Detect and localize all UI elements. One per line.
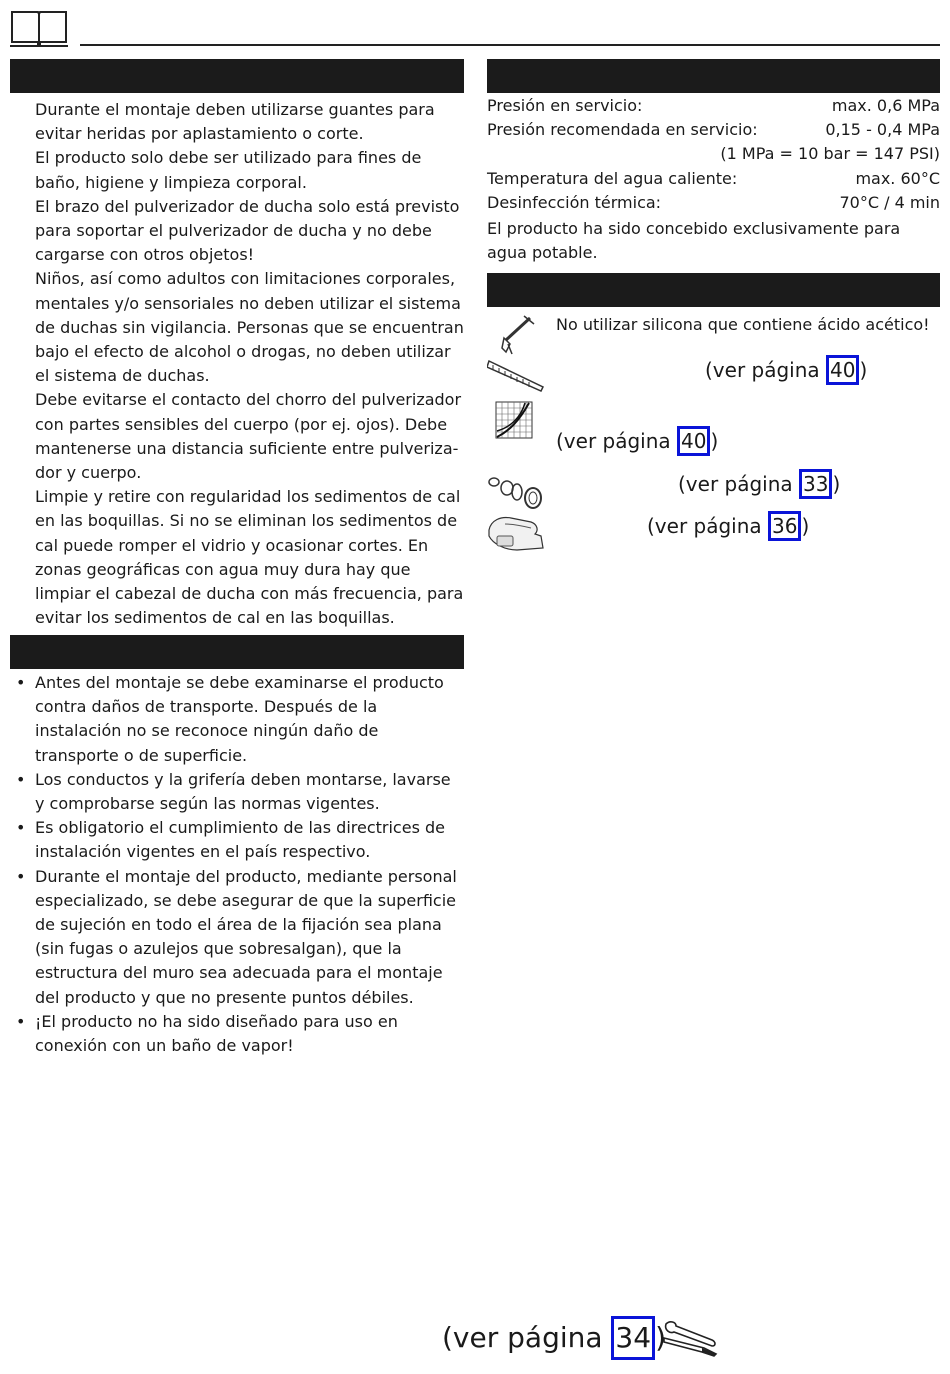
page-link[interactable]: 36 bbox=[768, 511, 801, 541]
spec-row bbox=[487, 142, 940, 166]
grid-chart-icon bbox=[495, 401, 533, 443]
list-item: • Es obligatorio el cumplimiento de las directrices de instalación vigentes en el país respectivo. bbox=[10, 816, 465, 864]
spec-row bbox=[487, 167, 940, 191]
page-link[interactable]: 34 bbox=[611, 1316, 655, 1360]
spec-label: Desinfección térmica: bbox=[487, 192, 662, 212]
safety-text bbox=[35, 98, 465, 630]
page-reference: (ver página 36 ) bbox=[647, 511, 809, 541]
page-link[interactable]: 40 bbox=[826, 355, 859, 385]
ruler-icon bbox=[487, 357, 545, 397]
spec-row bbox=[487, 118, 940, 142]
install-list bbox=[10, 671, 465, 1058]
spec-row bbox=[487, 191, 940, 215]
wrench-screwdriver-icon bbox=[662, 1318, 720, 1362]
specs-table bbox=[487, 94, 940, 265]
list-item: • Antes del montaje se debe examinarse el producto contra daños de transporte. Después de la instalación no se reconoce ningún daño de transporte o de superficie. bbox=[10, 671, 465, 768]
spec-value: 0,15 - 0,4 MPa bbox=[825, 120, 940, 140]
safety-paragraph: Niños, así como adultos con limitaciones corporales, mentales y/o sensoriales no deben utilizar el sistema de duchas sin vigilancia. Personas que se encuentran bajo el efecto de alcohol o drogas, no deben utilizar el sistema de duchas. bbox=[35, 269, 464, 386]
safety-paragraph: Limpie y retire con regularidad los sedimentos de cal en las boquillas. Si no se eliminan los sedimentos de cal puede romper el vidrio y ocasionar cortes. En zonas geográficas con agua muy dura hay que limpiar el cabezal de ducha con más frecuencia, para evitar los sedimentos de cal en las boquillas. bbox=[35, 487, 464, 628]
spec-row bbox=[487, 94, 940, 118]
parts-icon bbox=[487, 474, 545, 514]
page-reference: (ver página 40 ) bbox=[556, 426, 718, 456]
header-rule bbox=[80, 44, 940, 46]
list-item: • ¡El producto no ha sido diseñado para uso en conexión con un baño de vapor! bbox=[10, 1010, 465, 1058]
page-link[interactable]: 33 bbox=[799, 469, 832, 499]
safety-paragraph: Durante el montaje deben utilizarse guantes para evitar heridas por aplastamiento o corte. bbox=[35, 100, 435, 144]
assembly-heading-bar bbox=[487, 273, 940, 307]
spec-value: 70°C / 4 min bbox=[839, 192, 940, 212]
spec-label: Presión en servicio: bbox=[487, 96, 643, 115]
silicone-gun-icon bbox=[494, 314, 536, 360]
spec-value: max. 60°C bbox=[855, 168, 940, 188]
silicone-note: No utilizar silicona que contiene ácido acético! bbox=[556, 315, 930, 334]
list-item: • Los conductos y la grifería deben montarse, lavarse y comprobarse según las normas vigentes. bbox=[10, 768, 465, 816]
page-reference: (ver página 33 ) bbox=[678, 469, 840, 499]
safety-paragraph: El producto solo debe ser utilizado para fines de baño, higiene y limpieza corporal. bbox=[35, 148, 422, 192]
page-reference: (ver página 40 ) bbox=[705, 355, 867, 385]
spec-value: (1 MPa = 10 bar = 147 PSI) bbox=[720, 144, 940, 164]
safety-paragraph: Debe evitarse el contacto del chorro del pulverizador con partes sensibles del cuerpo (por ej. ojos). Debe mantenerse una distancia suficiente entre pulveriza-dor y cuerpo. bbox=[35, 390, 462, 483]
spec-label: Temperatura del agua caliente: bbox=[487, 168, 738, 188]
safety-heading-bar bbox=[10, 59, 464, 93]
safety-paragraph: El brazo del pulverizador de ducha solo está previsto para soportar el pulverizador de ducha y no debe cargarse con otros objetos! bbox=[35, 196, 460, 265]
spec-value: max. 0,6 MPa bbox=[831, 96, 940, 115]
spec-label: Presión recomendada en servicio: bbox=[487, 120, 758, 140]
page-link[interactable]: 40 bbox=[677, 426, 710, 456]
hand-cleaning-icon bbox=[487, 510, 545, 556]
potable-note: El producto ha sido concebido exclusivamente para agua potable. bbox=[487, 219, 901, 263]
specs-heading-bar bbox=[487, 59, 940, 93]
list-item: • Durante el montaje del producto, mediante personal especializado, se debe asegurar de que la superficie de sujeción en todo el área de la fijación sea plana (sin fugas o azulejos que sobresalgan), que la estructura del muro sea adecuada para el montaje del producto y que no presente puntos débiles. bbox=[10, 865, 465, 1010]
install-heading-bar bbox=[10, 635, 464, 669]
open-book-icon bbox=[10, 10, 68, 52]
footer-page-reference: (ver página 34 ) bbox=[442, 1316, 666, 1360]
